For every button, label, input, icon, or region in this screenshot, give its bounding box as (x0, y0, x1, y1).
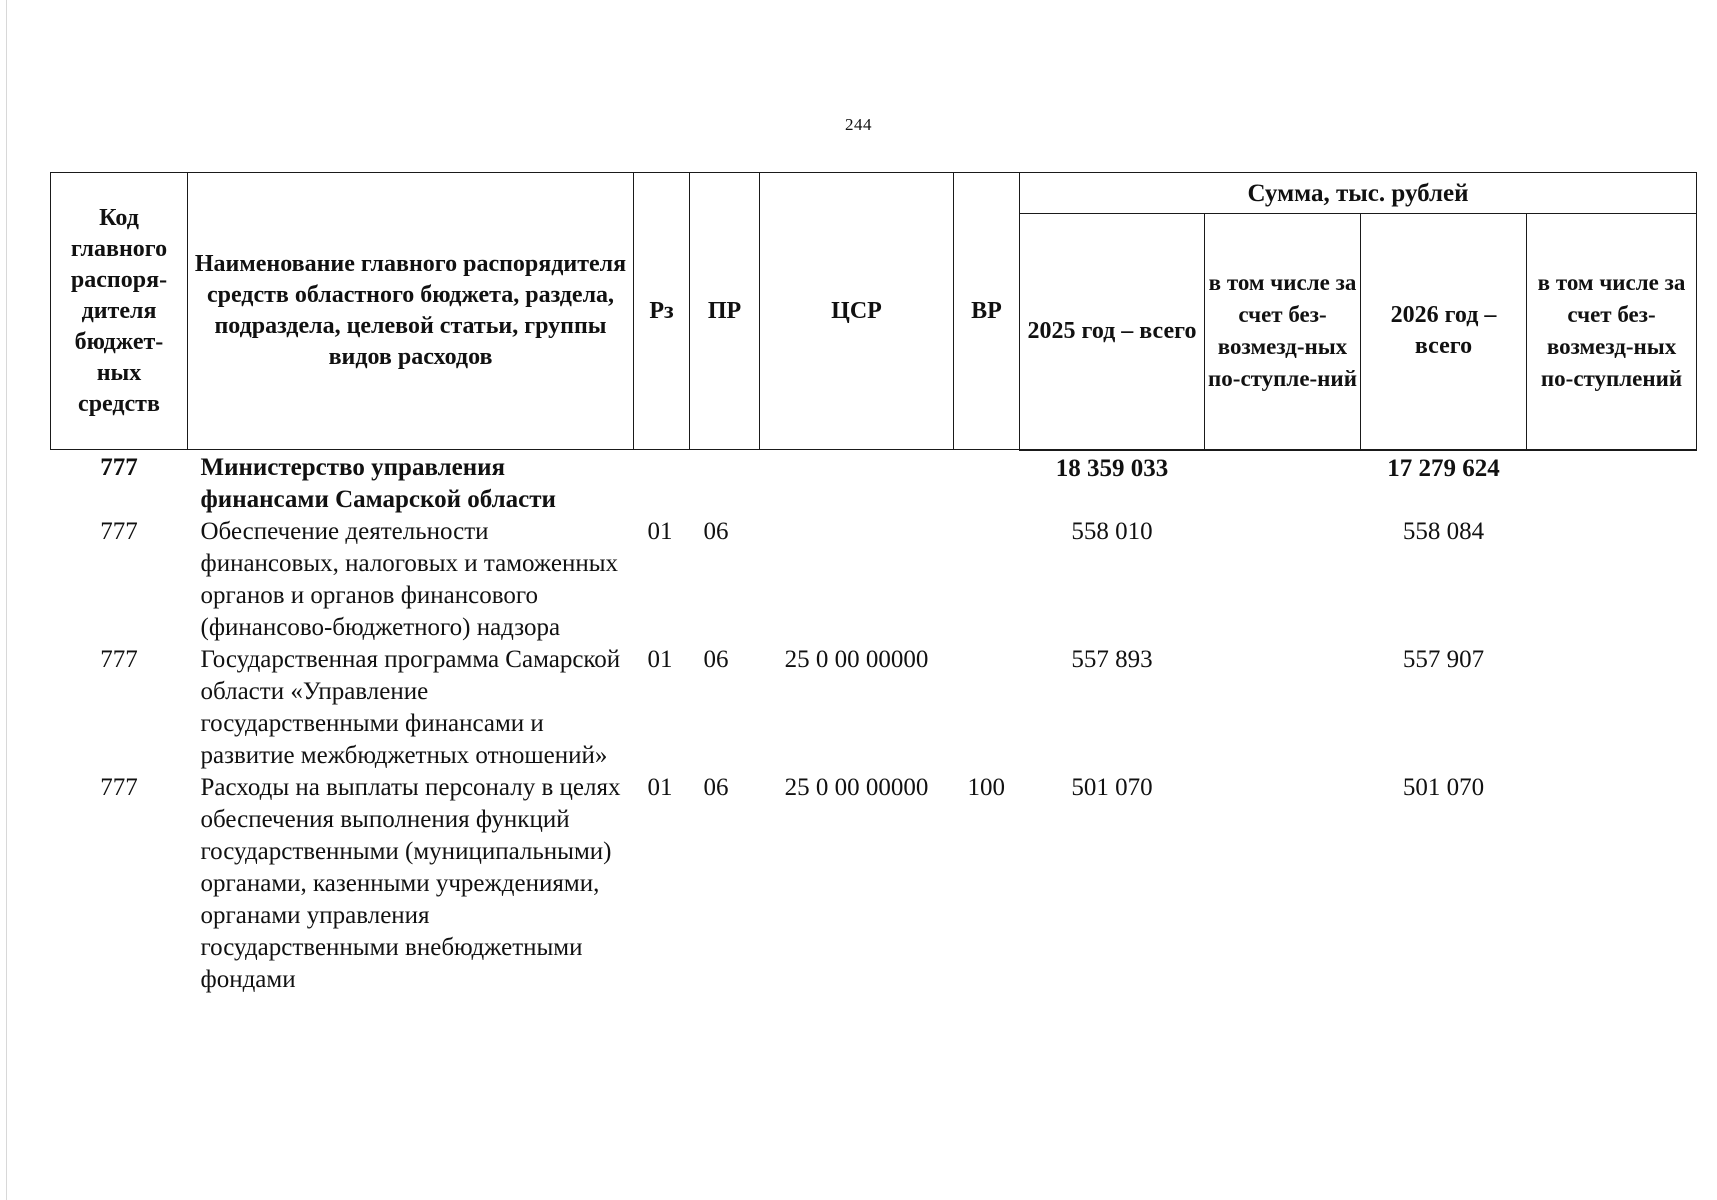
cell-2025-free (1205, 772, 1361, 996)
cell-2025-free (1205, 450, 1361, 517)
header-2025-total: 2025 год – всего (1020, 214, 1205, 450)
page-number: 244 (845, 115, 872, 134)
cell-2026-free (1527, 450, 1697, 517)
cell-csr (760, 450, 954, 517)
header-name: Наименование главного распорядителя средств областного бюджета, раздела, подраздела, целевой статьи, группы видов расходов (188, 173, 634, 450)
header-vr: ВР (954, 173, 1020, 450)
cell-2026-total: 558 084 (1402, 518, 1485, 545)
cell-vr (954, 516, 1020, 644)
cell-2026-total: 501 070 (1402, 774, 1485, 801)
header-pr: ПР (690, 173, 760, 450)
cell-vr (954, 644, 1020, 772)
header-csr: ЦСР (760, 173, 954, 450)
cell-name: Обеспечение деятельности финансовых, налоговых и таможенных органов и органов финансового (финансово-бюджетного) надзора (200, 518, 619, 641)
cell-name: Министерство управления финансами Самарской области (200, 454, 556, 513)
table-row (51, 772, 1697, 996)
header-2025-free: в том числе за счет без-возмезд-ных по-ступле-ний (1205, 214, 1361, 450)
header-2026-total: 2026 год – всего (1361, 214, 1527, 450)
cell-2025-total: 501 070 (1071, 774, 1153, 801)
cell-rz: 01 (647, 518, 673, 545)
cell-2025-total: 18 359 033 (1055, 454, 1169, 482)
cell-2026-total: 17 279 624 (1387, 454, 1500, 482)
scan-edge-line (6, 0, 7, 1200)
cell-code: 777 (100, 646, 138, 673)
cell-csr (760, 516, 954, 644)
table-row (51, 516, 1697, 644)
header-rz: Рз (634, 173, 690, 450)
cell-pr: 06 (703, 518, 729, 545)
cell-2025-free (1205, 516, 1361, 644)
cell-pr: 06 (703, 646, 729, 673)
cell-name: Государственная программа Самарской области «Управление государственными финансами и развитие межбюджетных отношений» (200, 646, 621, 769)
cell-csr: 25 0 00 00000 (784, 774, 929, 801)
cell-code: 777 (100, 518, 138, 545)
cell-2025-free (1205, 644, 1361, 772)
cell-rz: 01 (647, 646, 673, 673)
cell-code: 777 (100, 454, 138, 481)
cell-rz (634, 450, 690, 517)
header-code: Код главного распоря-дителя бюджет-ных средств (51, 173, 188, 450)
cell-csr: 25 0 00 00000 (784, 646, 929, 673)
cell-vr (954, 450, 1020, 517)
cell-2026-free (1527, 516, 1697, 644)
table-row (51, 450, 1697, 517)
cell-2026-free (1527, 772, 1697, 996)
header-sum-group: Сумма, тыс. рублей (1020, 173, 1697, 214)
cell-pr: 06 (703, 774, 729, 801)
cell-name: Расходы на выплаты персоналу в целях обеспечения выполнения функций государственными (муниципальными) органами, казенными учреждениями, органами управления государственными внебюджетными фондами (200, 774, 621, 993)
table-row (51, 644, 1697, 772)
cell-rz: 01 (647, 774, 673, 801)
cell-2025-total: 557 893 (1071, 646, 1153, 673)
cell-code: 777 (100, 774, 138, 801)
cell-vr: 100 (967, 774, 1005, 801)
header-2026-free: в том числе за счет без-возмезд-ных по-ступлений (1527, 214, 1697, 450)
cell-2026-total: 557 907 (1402, 646, 1485, 673)
cell-2026-free (1527, 644, 1697, 772)
cell-2025-total: 558 010 (1071, 518, 1153, 545)
cell-pr (690, 450, 760, 517)
budget-table (50, 172, 1697, 996)
